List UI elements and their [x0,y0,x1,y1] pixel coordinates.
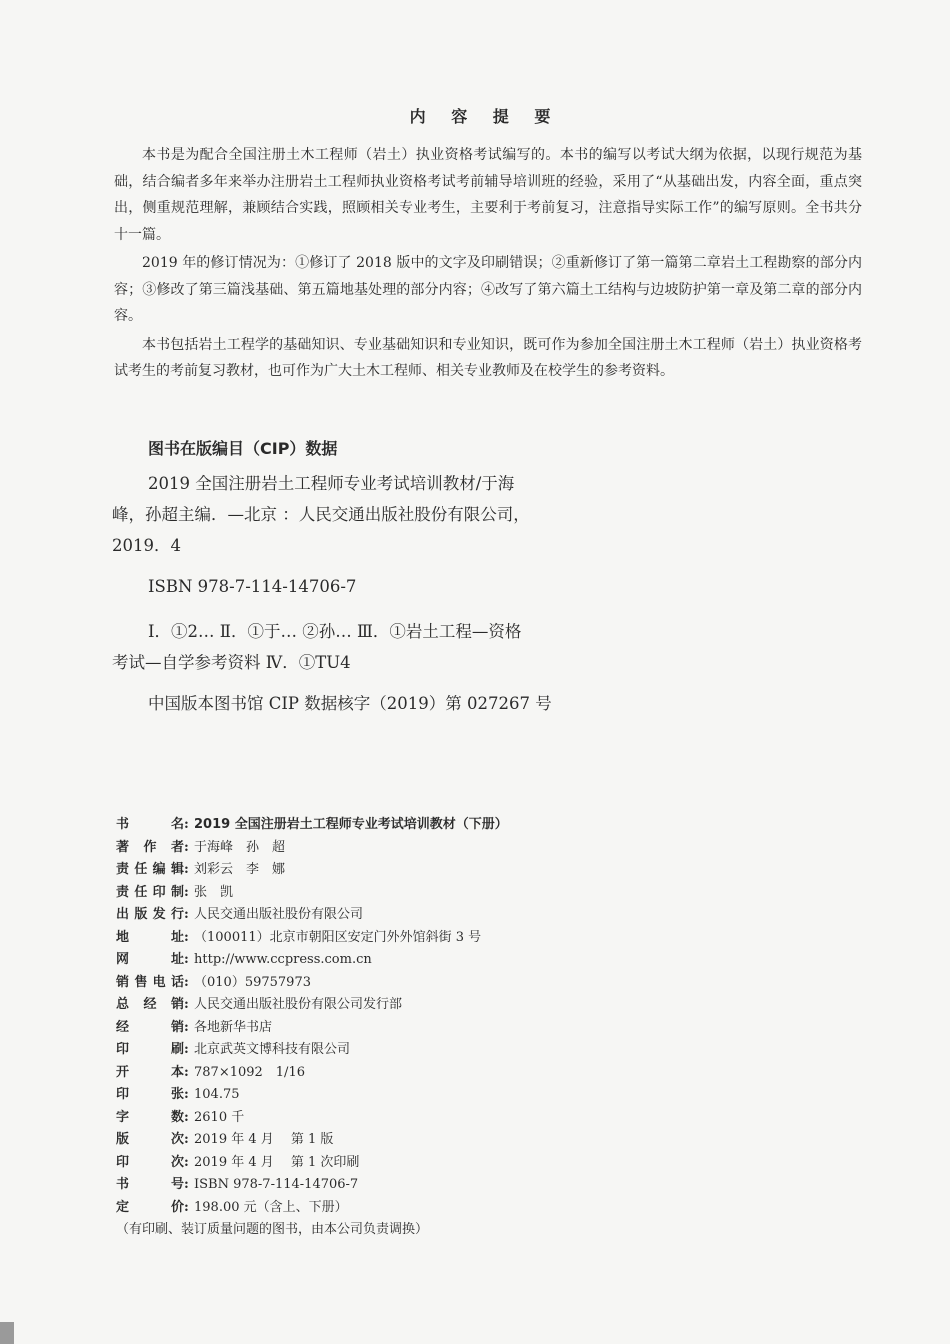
colophon-row-phone: 销售电话 : （010）59757973 [116,972,676,995]
colophon-label: 责任印制 [116,884,184,900]
colophon-label: 地址 [116,929,184,945]
quality-notice: （有印刷、装订质量问题的图书，由本公司负责调换） [116,1222,429,1237]
colophon-label: 书名 [116,817,184,832]
cip-data [112,468,612,719]
colophon-row-title: 书名 : 2019 全国注册岩土工程师专业考试培训教材（下册） [116,814,676,837]
colophon-value: 北京武英文博科技有限公司 [194,1042,351,1057]
colophon-label: 版次 [116,1132,184,1147]
colophon-value: 787×1092 1/16 [194,1064,305,1080]
colophon-value: 人民交通出版社股份有限公司发行部 [194,997,403,1012]
colophon-row-print-manager: 责任印制 : 张 凯 [116,882,676,905]
colophon-label: 定价 [116,1199,184,1215]
cip-line-3: 2019．4 [112,536,181,555]
scan-edge-mark [0,1322,14,1344]
colophon-value: （100011）北京市朝阳区安定门外外馆斜街 3 号 [194,929,482,945]
summary-paragraph-1: 本书是为配合全国注册土木工程师（岩土）执业资格考试编写的。本书的编写以考试大纲为依据，以现行规范为基础，结合编者多年来举办注册岩土工程师执业资格考试考前辅导培训班的经验，采用了“从基础出发，内容全面，重点突出，侧重规范理解，兼顾结合实践，照顾相关专业考生，主要利于考前复习，注意指导实际工作”的编写原则。全书共分十一篇。 [114,147,862,243]
colophon-row-publisher: 出版发行 : 人民交通出版社股份有限公司 [116,904,676,927]
summary-title: 内 容 提 要 [409,107,561,126]
colophon-value: 2019 全国注册岩土工程师专业考试培训教材（下册） [194,817,508,832]
colophon-row-editor: 责任编辑 : 刘彩云 李 娜 [116,859,676,882]
colophon-label: 书号 [116,1177,184,1192]
summary-body [114,142,862,387]
colophon-value: ISBN 978-7-114-14706-7 [194,1177,359,1192]
colophon-row-price: 定价 : 198.00 元（含上、下册） [116,1197,676,1220]
colophon-value: http://www.ccpress.com.cn [194,952,372,967]
cip-isbn: ISBN 978-7-114-14706-7 [148,577,357,596]
colophon-row-address: 地址 : （100011）北京市朝阳区安定门外外馆斜街 3 号 [116,927,676,950]
colophon [116,814,676,1242]
colophon-row-sheets: 印张 : 104.75 [116,1084,676,1107]
colophon-label: 开本 [116,1064,184,1080]
colophon-row-distributor: 经销 : 各地新华书店 [116,1017,676,1040]
colophon-value: 198.00 元（含上、下册） [194,1199,348,1215]
colophon-value: 2019 年 4 月 第 1 次印刷 [194,1154,360,1170]
cip-line-2: 峰，孙超主编．—北京 ：人民交通出版社股份有限公司， [112,505,530,524]
cip-classification-2: 考试—自学参考资料 Ⅳ．①TU4 [112,653,351,672]
colophon-label: 责任编辑 [116,862,184,877]
colophon-value: 104.75 [194,1087,240,1102]
cip-classification-1: Ⅰ．①2… Ⅱ．①于… ②孙… Ⅲ．①岩土工程—资格 [148,622,522,641]
colophon-value: 张 凯 [194,884,234,900]
colophon-value: 刘彩云 李 娜 [194,862,286,877]
colophon-value: 于海峰 孙 超 [194,839,286,855]
colophon-label: 印张 [116,1087,184,1102]
colophon-value: 2610 千 [194,1109,245,1125]
colophon-label: 印次 [116,1154,184,1170]
cip-heading: 图书在版编目（CIP）数据 [148,439,338,458]
colophon-label: 经销 [116,1019,184,1035]
colophon-value: （010）59757973 [194,974,311,990]
colophon-row-authors: 著作者 : 于海峰 孙 超 [116,837,676,860]
colophon-label: 销售电话 [116,974,184,990]
colophon-label: 著作者 [116,839,184,855]
colophon-row-impression: 印次 : 2019 年 4 月 第 1 次印刷 [116,1152,676,1175]
colophon-row-general-distributor: 总经销 : 人民交通出版社股份有限公司发行部 [116,994,676,1017]
colophon-label: 总经销 [116,997,184,1012]
colophon-row-isbn: 书号 : ISBN 978-7-114-14706-7 [116,1174,676,1197]
colophon-row-printer: 印刷 : 北京武英文博科技有限公司 [116,1039,676,1062]
summary-paragraph-3: 本书包括岩土工程学的基础知识、专业基础知识和专业知识，既可作为参加全国注册土木工程师（岩土）执业资格考试考生的考前复习教材，也可作为广大土木工程师、相关专业教师及在校学生的参考资料。 [114,336,862,379]
colophon-label: 印刷 [116,1042,184,1057]
colophon-value: 2019 年 4 月 第 1 版 [194,1132,334,1147]
colophon-value: 人民交通出版社股份有限公司 [194,907,364,922]
colophon-label: 字数 [116,1109,184,1125]
cip-verification: 中国版本图书馆 CIP 数据核字（2019）第 027267 号 [148,694,552,713]
colophon-row-word-count: 字数 : 2610 千 [116,1107,676,1130]
colophon-row-edition: 版次 : 2019 年 4 月 第 1 版 [116,1129,676,1152]
colophon-label: 出版发行 [116,907,184,922]
cip-line-1: 2019 全国注册岩土工程师专业考试培训教材/于海 [148,474,515,493]
summary-paragraph-2: 2019 年的修订情况为：①修订了 2018 版中的文字及印刷错误；②重新修订了第一篇第二章岩土工程勘察的部分内容；③修改了第三篇浅基础、第五篇地基处理的部分内容；④改写了第六篇土工结构与边坡防护第一章及第二章的部分内容。 [114,255,862,324]
colophon-value: 各地新华书店 [194,1019,273,1035]
colophon-row-format: 开本 : 787×1092 1/16 [116,1062,676,1085]
colophon-label: 网址 [116,952,184,967]
colophon-row-website: 网址 : http://www.ccpress.com.cn [116,949,676,972]
